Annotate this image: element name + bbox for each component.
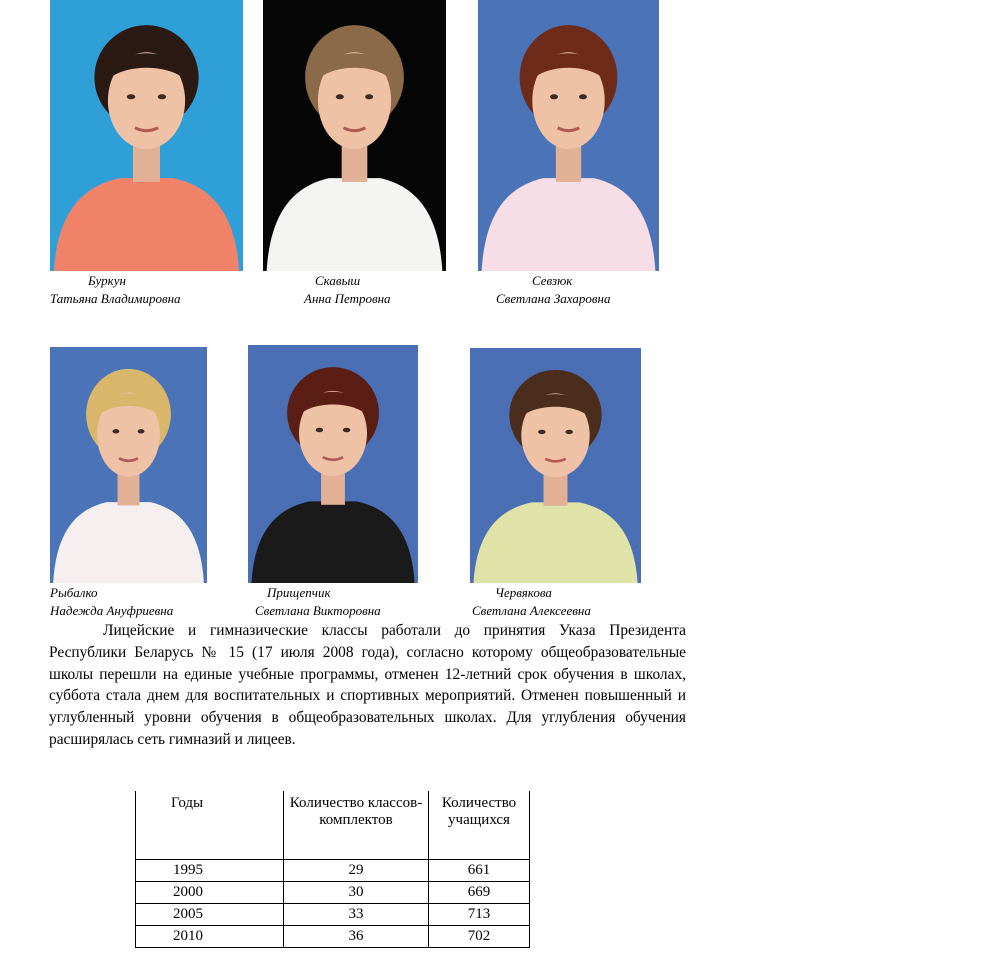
caption-surname: Прищепчик — [267, 585, 331, 600]
cell-classes: 36 — [284, 926, 429, 948]
caption-surname: Рыбалко — [50, 585, 98, 600]
cell-students: 669 — [429, 882, 530, 904]
caption-surname: Буркун — [88, 273, 126, 288]
cell-year: 2005 — [136, 904, 284, 926]
body-paragraph: Лицейские и гимназические классы работали до принятия Указа Президента Республики Беларусь № 15 (17 июля 2008 года), согласно которому общеобразовательные школы перешли на единые учебные программы, отменен 12-летний срок обучения в школах, суббота стала днем для воспитательных и спортивных мероприятий. Отменен повышенный и углубленный уровни обучения в общеобразовательных школах. Для углубления обучения расширялась сеть гимназий и лицеев. — [49, 622, 686, 748]
caption-name: Светлана Алексеевна — [472, 603, 591, 618]
portrait-photo — [50, 347, 207, 583]
table-row — [136, 904, 530, 926]
cell-classes: 30 — [284, 882, 429, 904]
table-header-row — [136, 791, 530, 860]
cell-students: 713 — [429, 904, 530, 926]
portrait-photo — [50, 0, 243, 271]
table-row — [136, 882, 530, 904]
caption-surname: Севзюк — [532, 273, 573, 288]
statistics-table — [135, 791, 530, 948]
cell-year: 2000 — [136, 882, 284, 904]
caption-surname: Червякова — [495, 585, 552, 600]
caption-name: Светлана Захаровна — [496, 291, 611, 306]
portrait-photo — [248, 345, 418, 583]
table-row — [136, 860, 530, 882]
caption-name: Надежда Ануфриевна — [50, 603, 174, 618]
caption-surname: Скавыш — [315, 273, 361, 288]
cell-classes: 29 — [284, 860, 429, 882]
header-students: Количество учащихся — [429, 791, 530, 860]
caption-name: Светлана Викторовна — [255, 603, 381, 618]
header-years: Годы — [136, 791, 284, 860]
cell-classes: 33 — [284, 904, 429, 926]
portrait-photo — [470, 348, 641, 583]
portrait-photo — [263, 0, 446, 271]
cell-year: 1995 — [136, 860, 284, 882]
table-row — [136, 926, 530, 948]
header-classes: Количество классов-комплектов — [284, 791, 429, 860]
cell-year: 2010 — [136, 926, 284, 948]
cell-students: 661 — [429, 860, 530, 882]
caption-name: Анна Петровна — [304, 291, 391, 306]
cell-students: 702 — [429, 926, 530, 948]
portrait-photo — [478, 0, 659, 271]
caption-name: Татьяна Владимировна — [50, 291, 181, 306]
